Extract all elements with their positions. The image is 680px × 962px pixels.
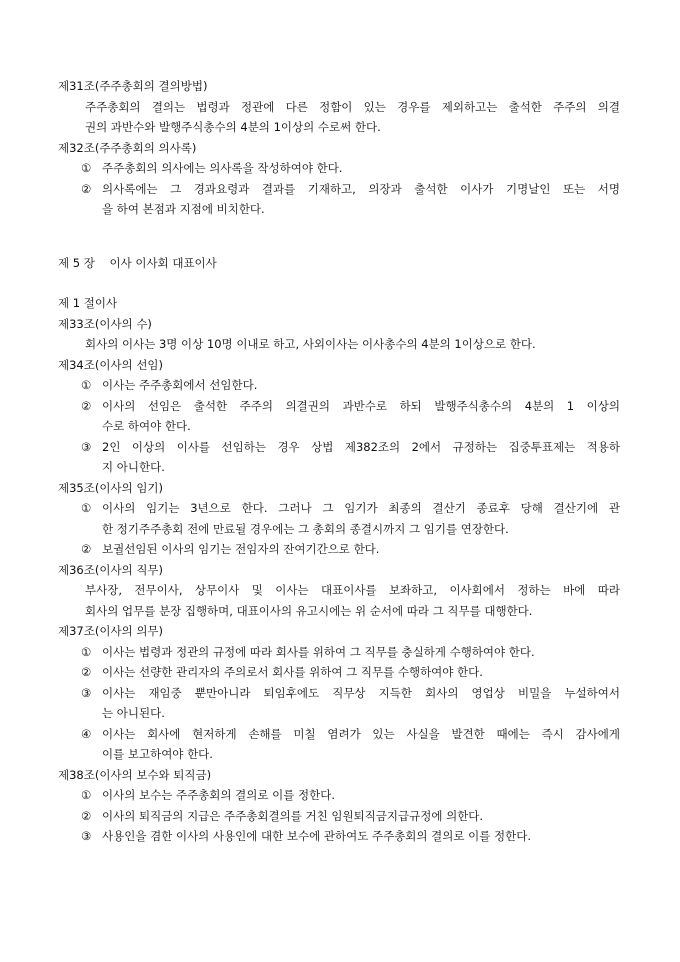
article-35-title: 제35조(이사의 임기) — [58, 480, 164, 495]
article-37-title: 제37조(이사의 의무) — [58, 624, 164, 638]
chapter-heading: 제 5 장 이사 이사회 대표이사 — [58, 255, 217, 270]
article-32-title: 제32조(주주총회의 의사록) — [58, 140, 197, 155]
item-text: 이사의 임기는 3년으로 한다. 그러나 그 임기가 최종의 결산기 종료후 당해 결산기에 관 — [102, 501, 620, 515]
article-35-item-2 — [58, 539, 620, 560]
article-34-item-3 — [58, 437, 620, 458]
article-36-text-line2: 회사의 업무를 분장 집행하며, 대표이사의 유고시에는 위 순서에 따라 그 직무를 대행한다. — [85, 603, 533, 618]
item-number: ① — [81, 378, 92, 392]
article-34-title: 제34조(이사의 선임) — [58, 357, 164, 372]
article-37-item-4 — [58, 724, 620, 745]
article-31-text-line1: 주주총회의 결의는 법령과 정관에 다른 정함이 있는 경우를 제외하고는 출석한 주주의 의결 — [85, 99, 620, 114]
item-number: ② — [81, 181, 92, 196]
article-38-item-3 — [58, 826, 620, 847]
article-36-title: 제36조(이사의 직무) — [58, 562, 164, 577]
article-32-item-2-cont: 을 하여 본점과 지점에 비치한다. — [102, 202, 265, 216]
item-text: 의사록에는 그 경과요령과 결과를 기재하고, 의장과 출석한 이사가 기명날인 또는 서명 — [102, 181, 620, 196]
article-37-item-4-cont: 이를 보고하여야 한다. — [102, 747, 213, 761]
spacer — [58, 220, 620, 253]
item-number: ① — [81, 501, 92, 515]
item-text: 2인 이상의 이사를 선임하는 경우 상법 제382조의 2에서 규정하는 집중투표제는 적용하 — [102, 439, 620, 454]
section-heading: 제 1 절이사 — [58, 296, 118, 310]
item-number: ① — [81, 644, 92, 659]
item-number: ① — [81, 161, 92, 175]
article-33-title: 제33조(이사의 수) — [58, 316, 152, 331]
item-text: 이사의 퇴직금의 지급은 주주총회결의를 거친 임원퇴직금지급규정에 의한다. — [102, 808, 484, 823]
article-35-item-1-cont: 한 정기주주총회 전에 만료될 경우에는 그 총회의 종결시까지 그 임기를 연장한다. — [102, 521, 509, 536]
item-text: 이사는 재임중 뿐만아니라 퇴임후에도 직무상 지득한 회사의 영업상 비밀을 누설하여서 — [102, 685, 620, 700]
article-36-text-line1: 부사장, 전무이사, 상무이사 및 이사는 대표이사를 보좌하고, 이사회에서 정하는 바에 따라 — [85, 583, 620, 597]
article-37-item-2 — [58, 662, 620, 683]
article-33-text-line1: 회사의 이사는 3명 이상 10명 이내로 하고, 사외이사는 이사총수의 4분의 1이상으로 한다. — [85, 337, 536, 351]
article-31-title: 제31조(주주총회의 결의방법) — [58, 79, 208, 93]
item-text: 보궐선임된 이사의 임기는 전임자의 잔여기간으로 한다. — [102, 542, 380, 556]
item-number: ③ — [81, 685, 92, 700]
spacer — [58, 273, 620, 293]
item-text: 이사는 주주총회에서 선임한다. — [102, 378, 258, 392]
article-38-item-2 — [58, 806, 620, 827]
article-31-text-line2: 권의 과반수와 발행주식총수의 4분의 1이상의 수로써 한다. — [85, 120, 381, 134]
item-number: ② — [81, 398, 92, 413]
item-number: ② — [81, 665, 92, 679]
item-number: ③ — [81, 439, 92, 454]
article-38-title: 제38조(이사의 보수와 퇴직금) — [58, 767, 212, 782]
article-34-item-2 — [58, 396, 620, 417]
item-number: ② — [81, 542, 92, 556]
article-32-item-1 — [58, 158, 620, 179]
item-text: 이사는 법령과 정관의 규정에 따라 회사를 위하여 그 직무를 충실하게 수행하여야 한다. — [102, 644, 535, 659]
item-number: ② — [81, 808, 92, 823]
item-number: ① — [81, 788, 92, 802]
item-text: 사용인을 겸한 이사의 사용인에 대한 보수에 관하여도 주주총회의 결의로 이를 정한다. — [102, 829, 532, 843]
article-37-item-1 — [58, 642, 620, 663]
article-38-item-1 — [58, 785, 620, 806]
article-34-item-3-cont: 지 아니한다. — [102, 460, 165, 474]
article-37-item-3-cont: 는 아니된다. — [102, 706, 165, 720]
item-number: ③ — [81, 829, 92, 843]
article-37-item-3 — [58, 683, 620, 704]
article-35-item-1 — [58, 498, 620, 519]
item-text: 이사는 회사에 현저하게 손해를 미칠 염려가 있는 사실을 발견한 때에는 즉시 감사에게 — [102, 726, 620, 741]
article-34-item-2-cont: 수로 하여야 한다. — [102, 419, 191, 433]
item-number: ④ — [81, 726, 92, 741]
article-32-item-2 — [58, 179, 620, 200]
article-34-item-1 — [58, 375, 620, 396]
item-text: 이사는 선량한 관리자의 주의로서 회사를 위하여 그 직무를 수행하여야 한다. — [102, 665, 483, 679]
document-body — [58, 76, 620, 847]
item-text: 이사의 보수는 주주총회의 결의로 이를 정한다. — [102, 788, 336, 802]
item-text: 주주총회의 의사에는 의사록을 작성하여야 한다. — [102, 161, 343, 175]
item-text: 이사의 선임은 출석한 주주의 의결권의 과반수로 하되 발행주식총수의 4분의 1 이상의 — [102, 398, 621, 413]
